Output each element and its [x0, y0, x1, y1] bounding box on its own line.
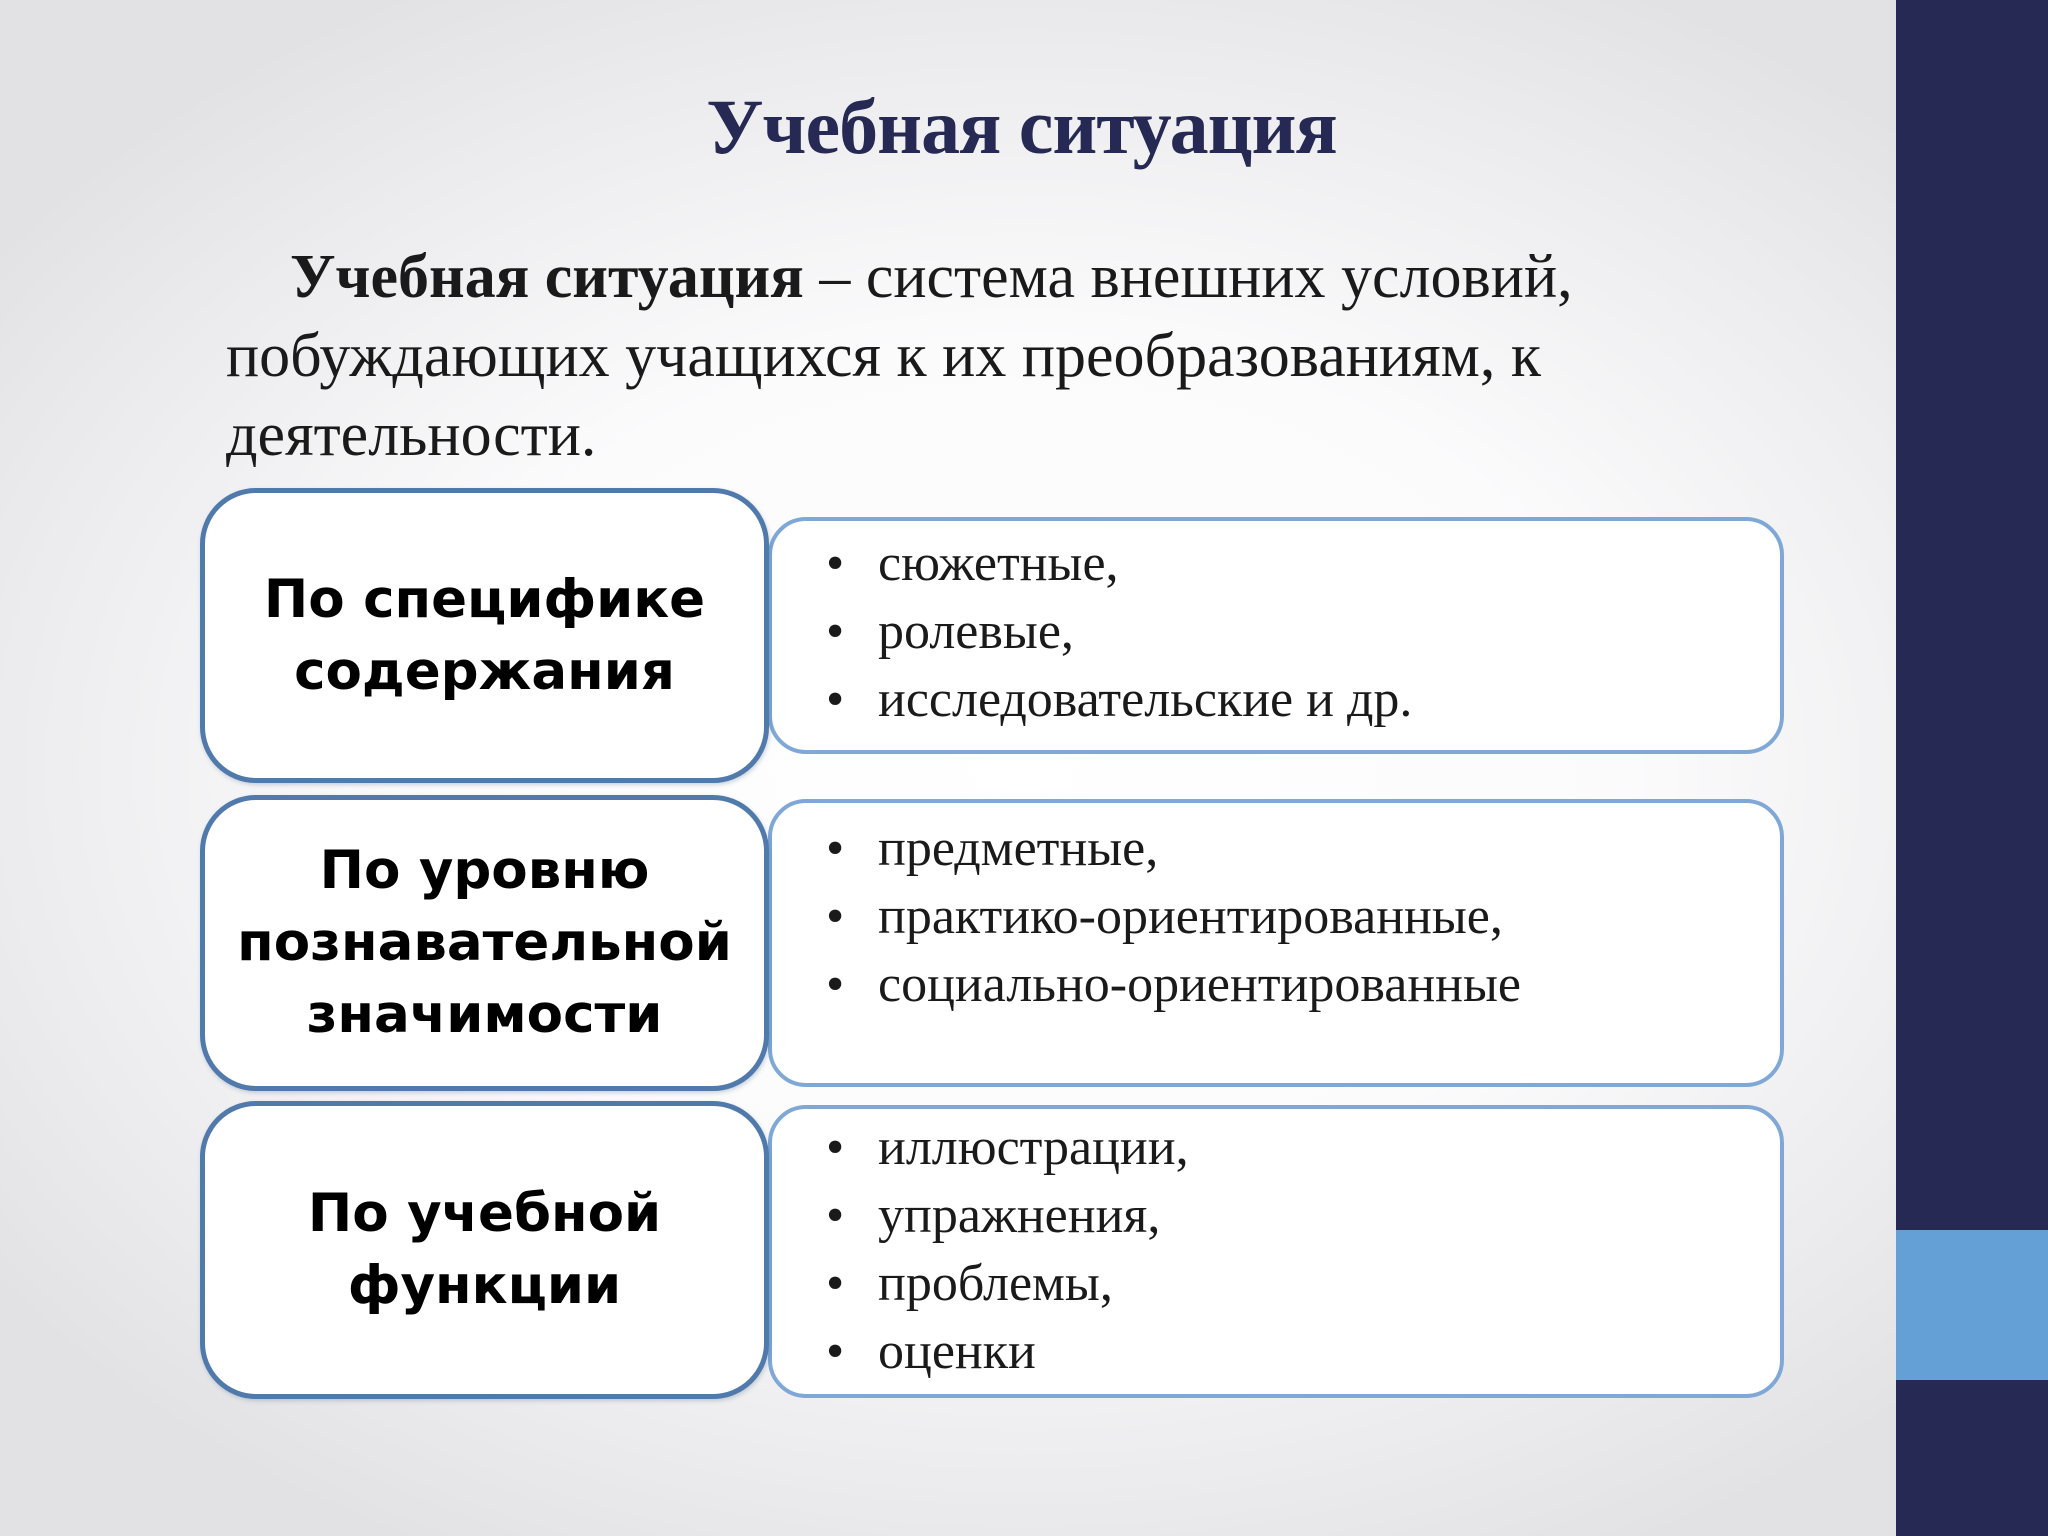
- item-list: [820, 530, 1412, 734]
- slide-title: Учебная ситуация: [706, 83, 1337, 170]
- bullet-icon: •: [826, 820, 845, 877]
- list-item-text: сюжетные,: [878, 535, 1119, 592]
- definition-term: Учебная ситуация: [290, 243, 804, 311]
- list-item-text: ролевые,: [878, 603, 1074, 660]
- category-box: [200, 1101, 769, 1399]
- list-item-text: иллюстрации,: [878, 1119, 1189, 1176]
- bullet-icon: •: [826, 1187, 845, 1244]
- item-list: [820, 815, 1521, 1019]
- bullet-icon: •: [826, 671, 845, 728]
- category-box: [200, 795, 769, 1091]
- list-item-text: проблемы,: [878, 1255, 1113, 1312]
- list-item-text: исследовательские и др.: [878, 671, 1413, 728]
- list-item: [820, 666, 1412, 734]
- list-item-text: оценки: [878, 1323, 1036, 1380]
- category-box: [200, 488, 769, 783]
- bullet-icon: •: [826, 888, 845, 945]
- list-item: [820, 815, 1521, 883]
- list-item: [820, 883, 1521, 951]
- definition-paragraph: [226, 238, 1786, 475]
- bullet-icon: •: [826, 1119, 845, 1176]
- list-item-text: предметные,: [878, 820, 1159, 877]
- list-item-text: социально-ориентированные: [878, 956, 1521, 1013]
- list-item: [820, 1114, 1189, 1182]
- bullet-icon: •: [826, 956, 845, 1013]
- bullet-icon: •: [826, 1255, 845, 1312]
- category-label: По специфике содержания: [263, 568, 706, 702]
- list-item: [820, 1318, 1189, 1386]
- bullet-icon: •: [826, 603, 845, 660]
- bullet-icon: •: [826, 1323, 845, 1380]
- definition-text: – система внешних условий, побуждающих учащихся к их преобразованиям, к деятельности.: [226, 243, 1573, 469]
- list-item: [820, 598, 1412, 666]
- list-item: [820, 1250, 1189, 1318]
- sidebar-accent-decoration: [1896, 1230, 2048, 1380]
- list-item-text: упражнения,: [878, 1187, 1161, 1244]
- category-label: По уровню познавательной значимости: [237, 840, 732, 1045]
- list-item: [820, 530, 1412, 598]
- item-list: [820, 1114, 1189, 1386]
- bullet-icon: •: [826, 535, 845, 592]
- list-item-text: практико-ориентированные,: [878, 888, 1503, 945]
- category-label: По учебной функции: [307, 1183, 662, 1316]
- list-item: [820, 1182, 1189, 1250]
- list-item: [820, 951, 1521, 1019]
